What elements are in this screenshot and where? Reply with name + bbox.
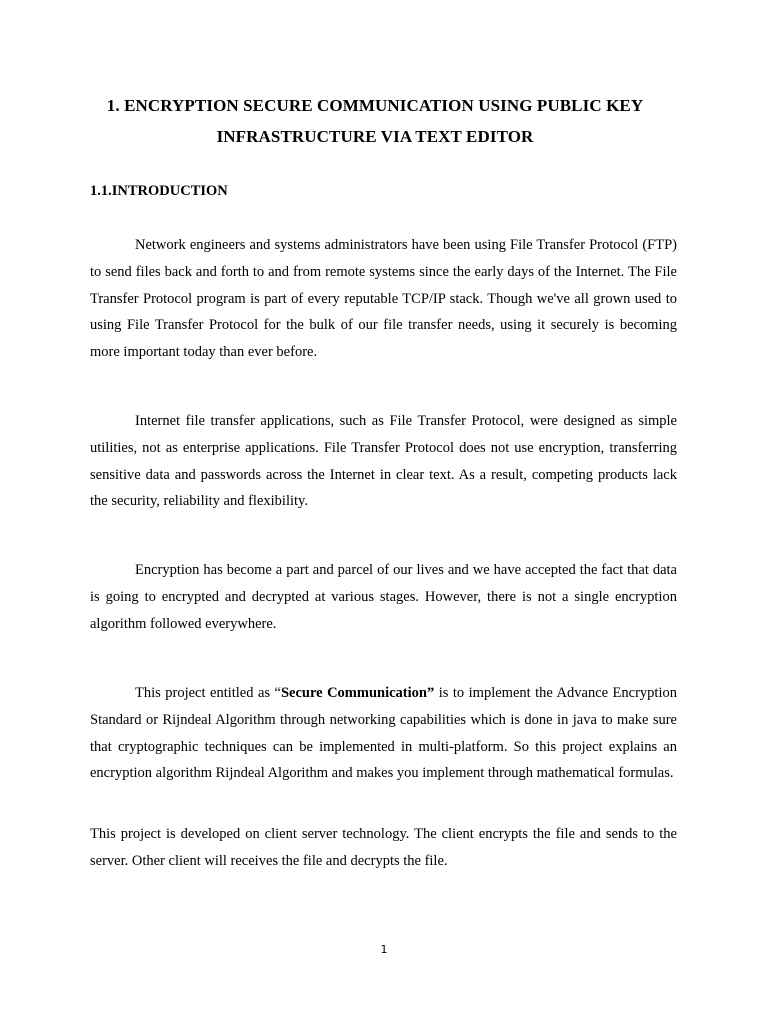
paragraph-1-text: Network engineers and systems administrators have been using File Transfer Protocol (FTP) to send files back and forth to and from remote systems since the early days of the Internet. The File Transfer Protocol program is part of every reputable TCP/IP stack. Though we've all grown used to using File Transfer Protocol for the bulk of our file transfer needs, using it securely is becoming more important today than ever before. — [90, 237, 677, 361]
title-line-1: 1. ENCRYPTION SECURE COMMUNICATION USING PUBLIC KEY — [106, 96, 644, 115]
paragraph-5 — [90, 821, 677, 875]
paragraph-4-text-after: is to implement the Advance Encryption Standard or Rijndeal Algorithm through networking capabilities which is done in java to make sure that cryptographic techniques can be implemented in multi-platform. So this project explains an encryption algorithm Rijndeal Algorithm and makes you implement through mathematical formulas. — [90, 685, 677, 782]
section-heading: 1.1.INTRODUCTION — [90, 183, 228, 199]
paragraph-5-text: This project is developed on client server technology. The client encrypts the file and sends to the server. Other client will receives the file and decrypts the file. — [90, 826, 677, 869]
project-name-bold: Secure Communication” — [280, 685, 435, 701]
title-line-2: INFRASTRUCTURE VIA TEXT EDITOR — [216, 127, 534, 146]
paragraph-2 — [90, 408, 677, 515]
paragraph-4 — [90, 680, 677, 787]
paragraph-4-text-before: This project entitled as “ — [135, 685, 281, 701]
document-title — [90, 90, 660, 152]
page-number: 1 — [380, 943, 388, 956]
paragraph-1 — [90, 232, 677, 366]
paragraph-3 — [90, 557, 677, 637]
paragraph-2-text: Internet file transfer applications, such as File Transfer Protocol, were designed as simple utilities, not as enterprise applications. File Transfer Protocol does not use encryption, transferring sensitive data and passwords across the Internet in clear text. As a result, competing products lack the security, reliability and flexibility. — [90, 413, 677, 510]
paragraph-3-text: Encryption has become a part and parcel of our lives and we have accepted the fact that data is going to encrypted and decrypted at various stages. However, there is not a single encryption algorithm followed everywhere. — [90, 562, 677, 632]
